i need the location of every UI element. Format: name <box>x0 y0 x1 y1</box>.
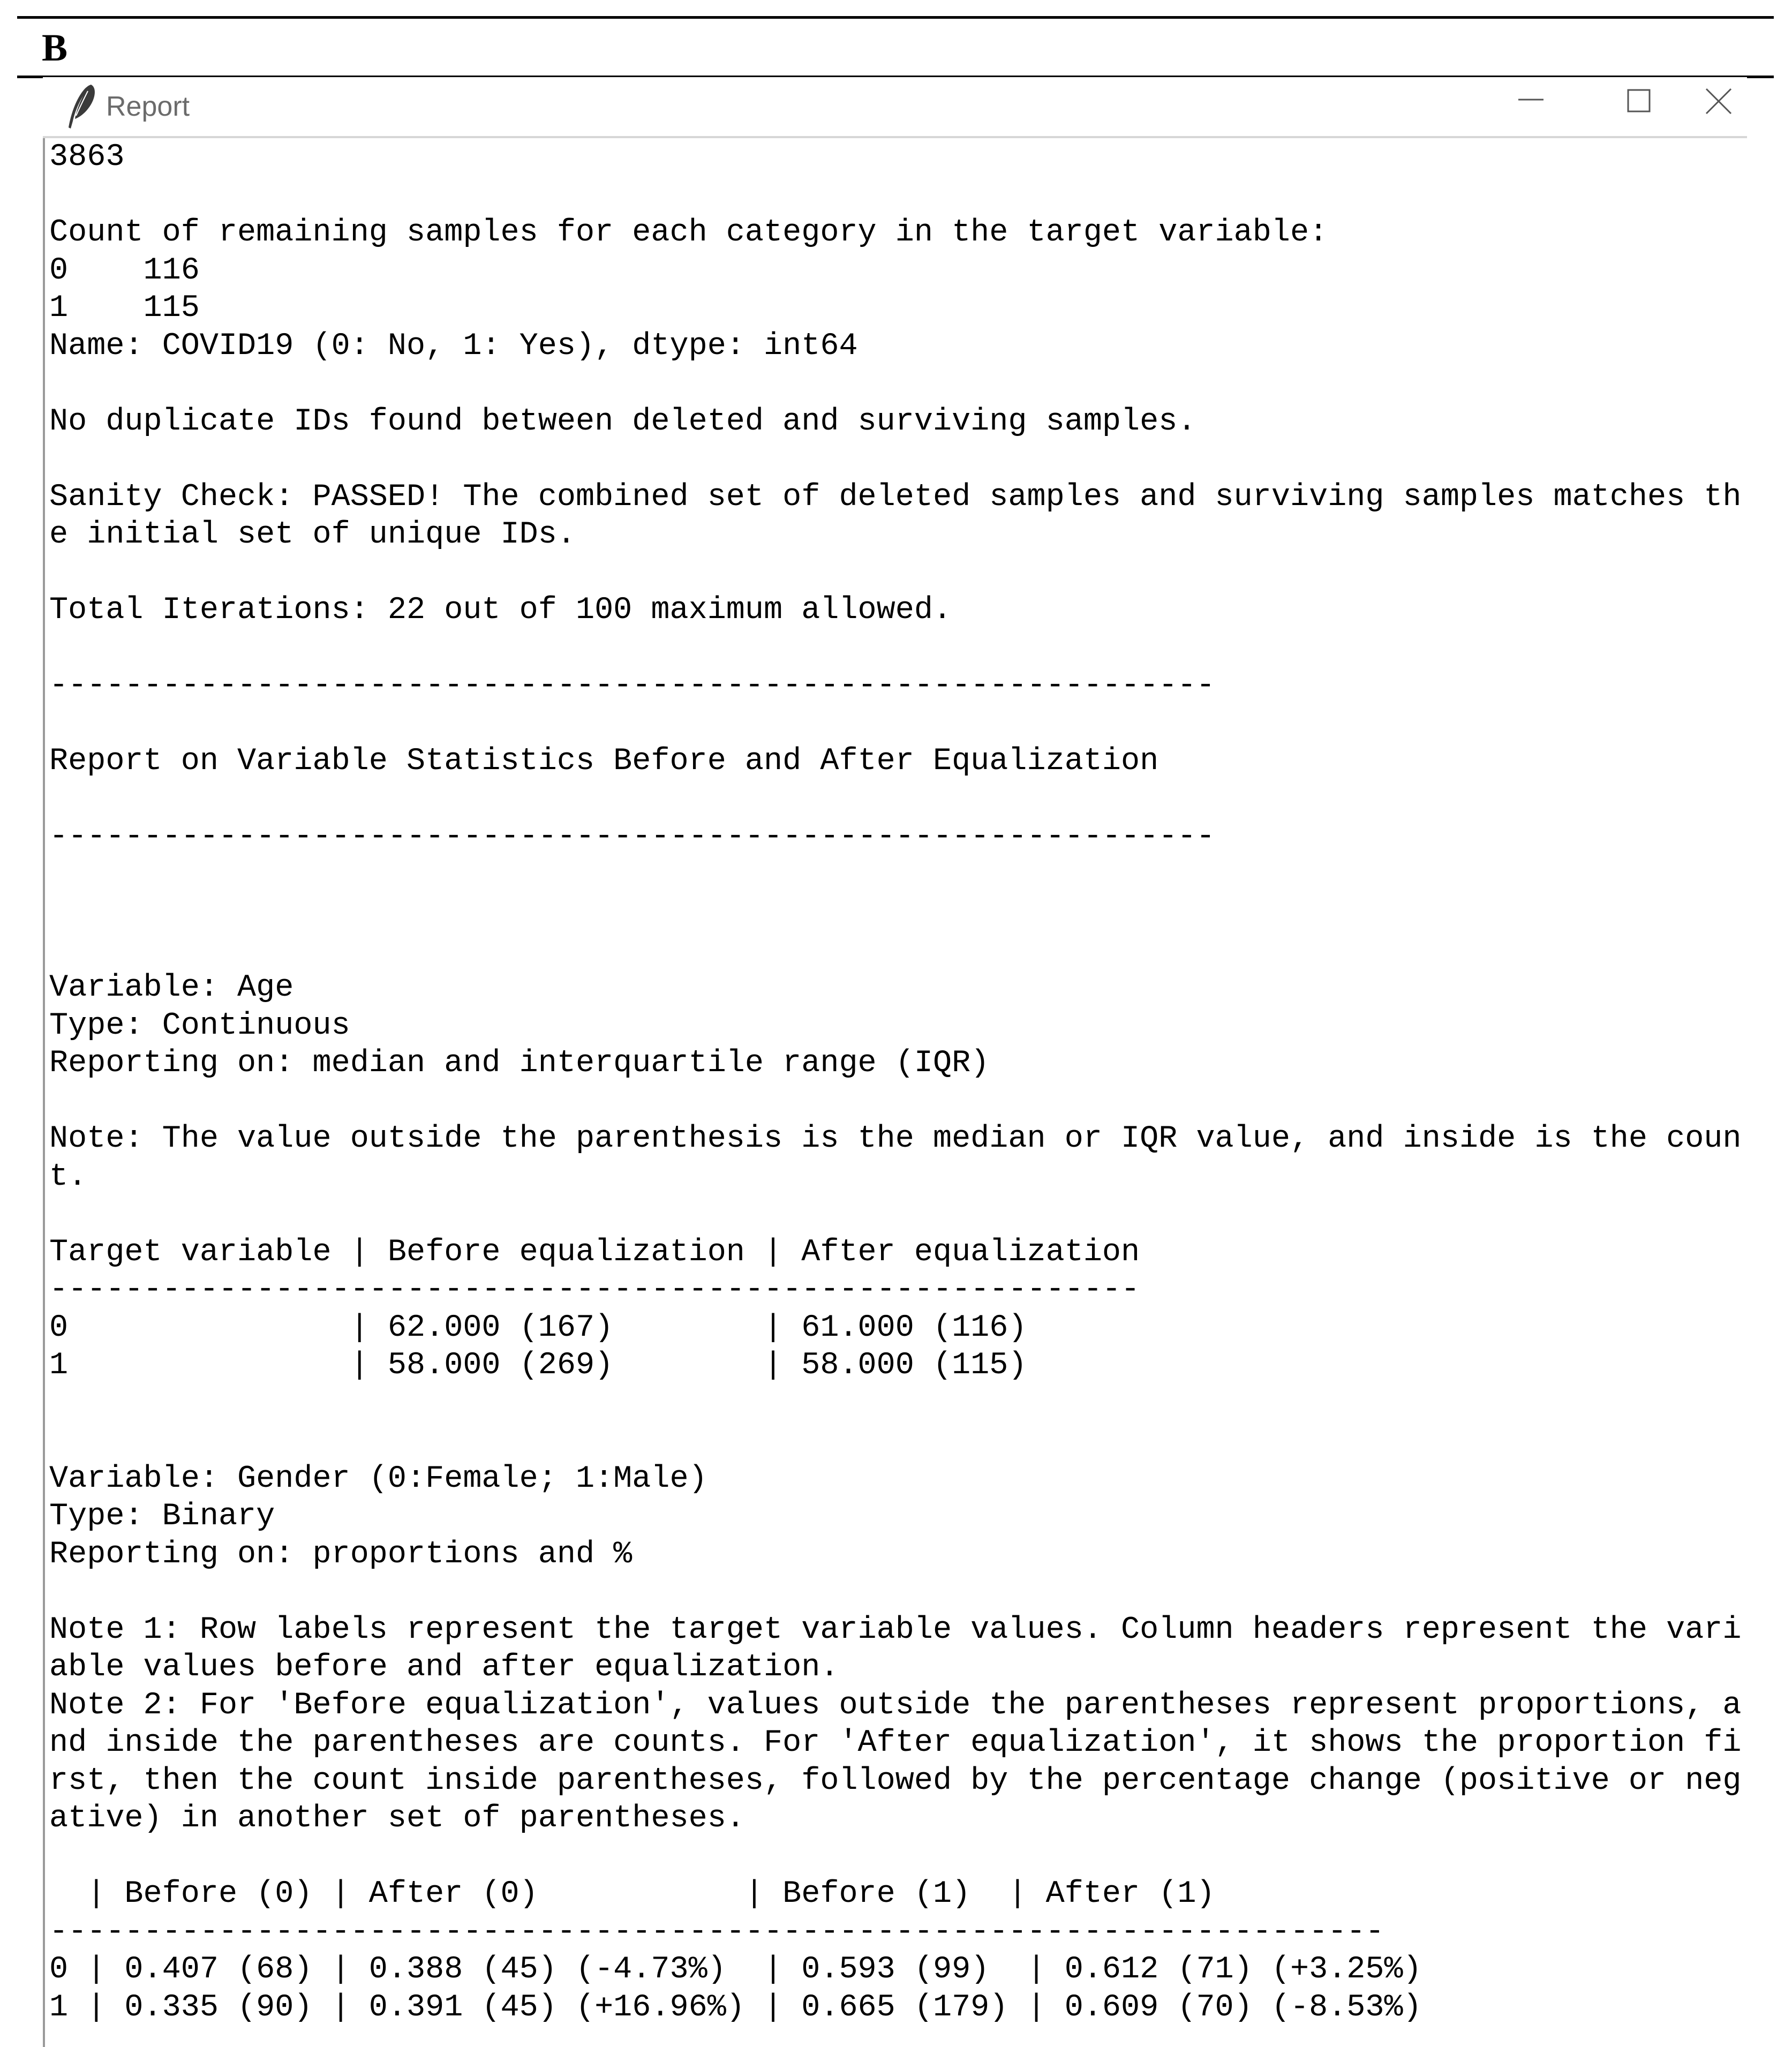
report-line: e initial set of unique IDs. <box>49 516 576 552</box>
feather-icon <box>63 82 101 131</box>
report-window <box>43 77 1747 2047</box>
report-line: ative) in another set of parentheses. <box>49 1800 745 1836</box>
report-line: 0 | 62.000 (167) | 61.000 (116) <box>49 1309 1027 1345</box>
report-line <box>49 554 1746 592</box>
report-line: ---------------------------------------------------------- <box>49 1271 1140 1307</box>
report-line: rst, then the count inside parentheses, followed by the percentage change (positive or neg <box>49 1762 1742 1798</box>
report-line: Report on Variable Statistics Before and After Equalization <box>49 743 1159 779</box>
report-line: t. <box>49 1158 87 1194</box>
report-line <box>49 931 1746 969</box>
report-line: | Before (0) | After (0) | Before (1) | After (1) <box>49 1876 1215 1911</box>
report-line <box>49 705 1746 743</box>
report-line: Note 2: For 'Before equalization', values outside the parentheses represent proportions, a <box>49 1687 1742 1723</box>
report-line <box>49 365 1746 403</box>
minimize-icon <box>1478 77 1585 136</box>
report-line: Target variable | Before equalization | After equalization <box>49 1233 1140 1270</box>
report-line <box>49 629 1746 667</box>
close-icon <box>1693 77 1747 136</box>
report-line: Variable: Gender (0:Female; 1:Male) <box>49 1460 707 1496</box>
panel-label: B <box>42 26 68 69</box>
report-line <box>49 1838 1746 1876</box>
report-line: Reporting on: median and interquartile range (IQR) <box>49 1045 990 1081</box>
report-line: -------------------------------------------------------------- <box>49 818 1215 854</box>
report-line: 1 | 0.335 (90) | 0.391 (45) (+16.96%) | 0.665 (179) | 0.609 (70) (-8.53%) <box>49 1989 1422 2025</box>
minimize-button[interactable] <box>1478 77 1585 136</box>
report-line: Name: COVID19 (0: No, 1: Yes), dtype: int64 <box>49 327 858 364</box>
report-line: Sanity Check: PASSED! The combined set of deleted samples and surviving samples matches th <box>49 478 1742 515</box>
report-line <box>49 1082 1746 1120</box>
report-line: Note 1: Row labels represent the target variable values. Column headers represent the vari <box>49 1611 1742 1647</box>
report-line: Count of remaining samples for each category in the target variable: <box>49 214 1328 250</box>
close-button[interactable] <box>1693 77 1747 136</box>
report-line: Variable: Age <box>49 969 294 1005</box>
report-line: 0 | 0.407 (68) | 0.388 (45) (-4.73%) | 0.593 (99) | 0.612 (71) (+3.25%) <box>49 1951 1422 1987</box>
report-line: 0 116 <box>49 252 200 288</box>
report-line <box>49 1422 1746 1460</box>
report-line: nd inside the parentheses are counts. For 'After equalization', it shows the proportion fi <box>49 1725 1742 1760</box>
window-title: Report <box>106 91 190 122</box>
maximize-icon <box>1585 77 1692 136</box>
report-line: Reporting on: proportions and % <box>49 1536 633 1572</box>
report-line: 1 | 58.000 (269) | 58.000 (115) <box>49 1347 1027 1383</box>
report-line <box>49 780 1746 818</box>
report-text-area[interactable] <box>43 138 1749 2047</box>
report-line: 1 115 <box>49 290 200 326</box>
report-line: able values before and after equalization. <box>49 1649 839 1685</box>
report-line <box>49 440 1746 478</box>
report-line: Note: The value outside the parenthesis is the median or IQR value, and inside is the coun <box>49 1120 1742 1156</box>
report-line: Type: Binary <box>49 1498 275 1534</box>
report-line: -------------------------------------------------------------- <box>49 667 1215 703</box>
report-line <box>49 1573 1746 1611</box>
report-line <box>49 176 1746 214</box>
report-line: No duplicate IDs found between deleted and surviving samples. <box>49 403 1196 439</box>
report-line: ----------------------------------------------------------------------- <box>49 1913 1384 1950</box>
report-line: 3863 <box>49 139 125 175</box>
report-line <box>49 1195 1746 1233</box>
report-text <box>49 138 1746 2026</box>
report-line <box>49 1384 1746 1423</box>
report-line <box>49 893 1746 931</box>
report-line: Type: Continuous <box>49 1007 350 1043</box>
report-line: Total Iterations: 22 out of 100 maximum allowed. <box>49 592 952 628</box>
top-rule <box>17 16 1774 19</box>
title-bar[interactable] <box>43 77 1747 138</box>
report-line <box>49 856 1746 894</box>
maximize-button[interactable] <box>1585 77 1692 136</box>
